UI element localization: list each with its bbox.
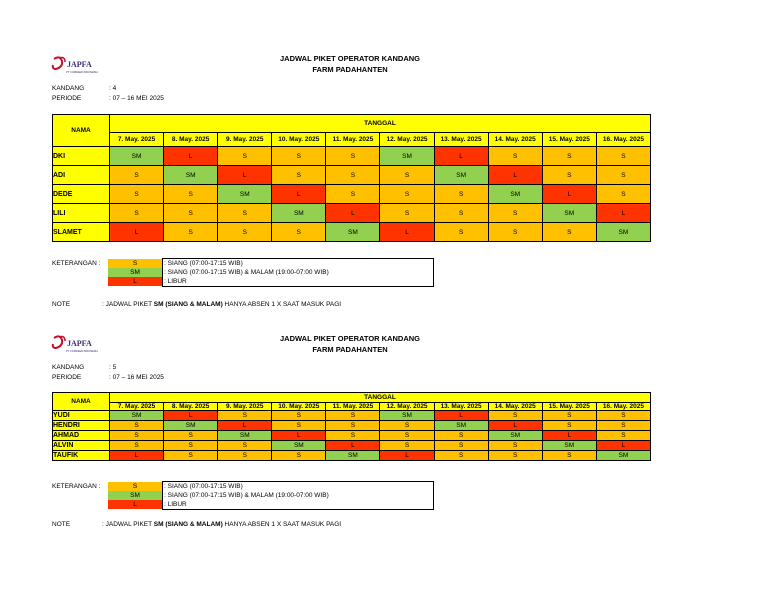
shift-cell: S	[272, 147, 326, 166]
shift-cell: L	[164, 411, 218, 421]
shift-cell: S	[434, 223, 488, 242]
shift-cell: SM	[596, 223, 650, 242]
shift-cell: S	[596, 185, 650, 204]
shift-cell: S	[596, 421, 650, 431]
shift-cell: L	[434, 147, 488, 166]
kandang-label: KANDANG	[52, 364, 85, 371]
shift-cell: SM	[218, 185, 272, 204]
shift-cell: S	[272, 166, 326, 185]
title-line-1: JADWAL PIKET OPERATOR KANDANG	[279, 54, 420, 63]
shift-cell: S	[434, 431, 488, 441]
note-prefix: : JADWAL PIKET	[102, 521, 154, 528]
shift-cell: S	[272, 223, 326, 242]
legend-label: KETERANGAN :	[52, 483, 101, 490]
shift-cell: S	[542, 451, 596, 461]
date-header: 16. May. 2025	[596, 133, 650, 147]
shift-cell: S	[488, 223, 542, 242]
shift-cell: S	[380, 166, 434, 185]
legend-desc: : SIANG (07:00-17:15 WIB) & MALAM (19:00-07:00 WIB)	[164, 492, 329, 499]
shift-cell: L	[380, 223, 434, 242]
note-suffix: HANYA ABSEN 1 X SAAT MASUK PAGI	[222, 301, 342, 308]
date-header: 9. May. 2025	[218, 403, 272, 411]
note-prefix: : JADWAL PIKET	[102, 301, 154, 308]
shift-cell: L	[326, 204, 380, 223]
schedule-table	[52, 392, 651, 461]
shift-cell: S	[164, 431, 218, 441]
shift-cell: L	[272, 431, 326, 441]
shift-cell: SM	[542, 441, 596, 451]
date-header: 11. May. 2025	[326, 133, 380, 147]
periode-value: : 07 – 16 MEI 2025	[109, 374, 164, 381]
page-title	[250, 53, 450, 75]
japfa-logo	[50, 55, 112, 75]
shift-cell: S	[542, 421, 596, 431]
shift-cell: S	[110, 441, 164, 451]
shift-cell: S	[596, 411, 650, 421]
shift-cell: S	[218, 147, 272, 166]
col-tanggal-header: TANGGAL	[110, 393, 651, 403]
note-label: NOTE	[52, 301, 71, 308]
note-suffix: HANYA ABSEN 1 X SAAT MASUK PAGI	[222, 521, 342, 528]
shift-cell: SM	[380, 411, 434, 421]
legend-desc: : SIANG (07:00-17:15 WIB)	[164, 483, 243, 490]
date-header: 12. May. 2025	[380, 403, 434, 411]
shift-cell: L	[326, 441, 380, 451]
schedule-table	[52, 114, 651, 242]
shift-cell: L	[218, 421, 272, 431]
shift-cell: SM	[326, 451, 380, 461]
col-nama-header: NAMA	[53, 393, 110, 411]
shift-cell: S	[110, 421, 164, 431]
shift-cell: S	[110, 204, 164, 223]
operator-name: TAUFIK	[53, 451, 110, 461]
periode-label: PERIODE	[52, 95, 82, 102]
date-header: 7. May. 2025	[110, 403, 164, 411]
shift-cell: S	[326, 411, 380, 421]
legend-code: S	[108, 259, 162, 268]
operator-name: DEDE	[53, 185, 110, 204]
shift-cell: S	[380, 431, 434, 441]
logo-subtext: PT COMFEED INDONESIA	[66, 350, 98, 353]
shift-cell: S	[542, 147, 596, 166]
japfa-logo	[50, 334, 112, 354]
shift-cell: S	[488, 147, 542, 166]
page-title	[250, 333, 450, 355]
periode-value: : 07 – 16 MEI 2025	[109, 95, 164, 102]
legend-desc: : LIBUR	[164, 278, 187, 285]
date-header: 8. May. 2025	[164, 133, 218, 147]
shift-cell: S	[380, 441, 434, 451]
shift-cell: S	[326, 185, 380, 204]
table-row	[53, 223, 651, 242]
operator-name: HENDRI	[53, 421, 110, 431]
legend-code: L	[108, 277, 162, 286]
kandang-label: KANDANG	[52, 85, 85, 92]
shift-cell: S	[164, 204, 218, 223]
shift-cell: S	[164, 223, 218, 242]
date-header: 7. May. 2025	[110, 133, 164, 147]
shift-cell: S	[596, 166, 650, 185]
logo-text: JAPFA	[67, 60, 92, 69]
shift-cell: L	[596, 441, 650, 451]
operator-name: SLAMET	[53, 223, 110, 242]
legend-desc: : SIANG (07:00-17:15 WIB) & MALAM (19:00-07:00 WIB)	[164, 269, 329, 276]
date-header: 10. May. 2025	[272, 133, 326, 147]
shift-cell: S	[218, 223, 272, 242]
legend-code: SM	[108, 491, 162, 500]
shift-cell: L	[110, 451, 164, 461]
col-tanggal-header: TANGGAL	[110, 115, 651, 133]
operator-name: AHMAD	[53, 431, 110, 441]
table-row	[53, 411, 651, 421]
shift-cell: S	[596, 431, 650, 441]
legend-desc: : LIBUR	[164, 501, 187, 508]
col-nama-header: NAMA	[53, 115, 110, 147]
shift-cell: S	[218, 204, 272, 223]
shift-cell: L	[164, 147, 218, 166]
title-line-2: FARM PADAHANTEN	[312, 345, 388, 354]
date-header: 11. May. 2025	[326, 403, 380, 411]
shift-cell: L	[434, 411, 488, 421]
date-header: 14. May. 2025	[488, 133, 542, 147]
legend-code: L	[108, 500, 162, 509]
note-label: NOTE	[52, 521, 71, 528]
shift-cell: SM	[596, 451, 650, 461]
shift-cell: SM	[326, 223, 380, 242]
shift-cell: L	[272, 185, 326, 204]
note-bold: SM (SIANG & MALAM)	[153, 521, 223, 528]
shift-cell: S	[326, 421, 380, 431]
shift-cell: S	[380, 185, 434, 204]
legend-label: KETERANGAN :	[52, 260, 101, 267]
shift-cell: S	[542, 411, 596, 421]
note-bold: SM (SIANG & MALAM)	[153, 301, 223, 308]
note	[52, 301, 341, 308]
shift-cell: L	[488, 421, 542, 431]
shift-cell: S	[326, 431, 380, 441]
date-header: 15. May. 2025	[542, 133, 596, 147]
operator-name: ADI	[53, 166, 110, 185]
date-header: 8. May. 2025	[164, 403, 218, 411]
shift-cell: S	[218, 441, 272, 451]
shift-cell: S	[542, 223, 596, 242]
shift-cell: S	[164, 441, 218, 451]
shift-cell: SM	[488, 185, 542, 204]
shift-cell: L	[218, 166, 272, 185]
date-header: 13. May. 2025	[434, 403, 488, 411]
shift-cell: S	[326, 147, 380, 166]
shift-cell: S	[326, 166, 380, 185]
legend-code: S	[108, 482, 162, 491]
shift-cell: SM	[218, 431, 272, 441]
shift-cell: SM	[434, 421, 488, 431]
shift-cell: S	[380, 421, 434, 431]
shift-cell: S	[488, 204, 542, 223]
date-header: 13. May. 2025	[434, 133, 488, 147]
shift-cell: SM	[272, 204, 326, 223]
shift-cell: S	[596, 147, 650, 166]
kandang-value: : 4	[109, 85, 117, 92]
shift-cell: L	[488, 166, 542, 185]
shift-cell: SM	[164, 421, 218, 431]
date-header: 16. May. 2025	[596, 403, 650, 411]
shift-cell: S	[218, 451, 272, 461]
table-row	[53, 204, 651, 223]
title-line-1: JADWAL PIKET OPERATOR KANDANG	[279, 334, 420, 343]
shift-cell: SM	[272, 441, 326, 451]
operator-name: ALVIN	[53, 441, 110, 451]
shift-cell: S	[164, 451, 218, 461]
kandang-value: : 5	[109, 364, 117, 371]
shift-cell: S	[434, 441, 488, 451]
date-header: 14. May. 2025	[488, 403, 542, 411]
operator-name: DKI	[53, 147, 110, 166]
legend-code: SM	[108, 268, 162, 277]
shift-cell: S	[488, 441, 542, 451]
meta-info	[52, 363, 164, 383]
date-header: 10. May. 2025	[272, 403, 326, 411]
shift-cell: SM	[434, 166, 488, 185]
table-row	[53, 441, 651, 451]
table-row	[53, 421, 651, 431]
shift-cell: SM	[110, 411, 164, 421]
shift-cell: L	[596, 204, 650, 223]
shift-cell: SM	[164, 166, 218, 185]
date-header: 15. May. 2025	[542, 403, 596, 411]
shift-cell: SM	[110, 147, 164, 166]
logo-subtext: PT COMFEED INDONESIA	[66, 71, 98, 74]
table-row	[53, 166, 651, 185]
shift-cell: SM	[542, 204, 596, 223]
shift-cell: L	[380, 451, 434, 461]
shift-cell: L	[542, 431, 596, 441]
legend-desc: : SIANG (07:00-17:15 WIB)	[164, 260, 243, 267]
shift-cell: SM	[488, 431, 542, 441]
shift-cell: S	[164, 185, 218, 204]
periode-label: PERIODE	[52, 374, 82, 381]
table-row	[53, 185, 651, 204]
note	[52, 521, 341, 528]
shift-cell: S	[488, 411, 542, 421]
meta-info	[52, 84, 164, 104]
shift-cell: S	[218, 411, 272, 421]
shift-cell: S	[434, 204, 488, 223]
shift-cell: S	[434, 185, 488, 204]
shift-cell: SM	[380, 147, 434, 166]
shift-cell: S	[434, 451, 488, 461]
operator-name: YUDI	[53, 411, 110, 421]
table-row	[53, 451, 651, 461]
shift-cell: S	[272, 411, 326, 421]
date-header: 12. May. 2025	[380, 133, 434, 147]
shift-cell: S	[110, 166, 164, 185]
title-line-2: FARM PADAHANTEN	[312, 65, 388, 74]
shift-cell: S	[542, 166, 596, 185]
table-row	[53, 431, 651, 441]
operator-name: LILI	[53, 204, 110, 223]
table-row	[53, 147, 651, 166]
shift-cell: S	[488, 451, 542, 461]
logo-text: JAPFA	[67, 339, 92, 348]
shift-cell: S	[380, 204, 434, 223]
date-header: 9. May. 2025	[218, 133, 272, 147]
shift-cell: L	[110, 223, 164, 242]
shift-cell: S	[272, 451, 326, 461]
shift-cell: L	[542, 185, 596, 204]
shift-cell: S	[110, 431, 164, 441]
shift-cell: S	[110, 185, 164, 204]
shift-cell: S	[272, 421, 326, 431]
